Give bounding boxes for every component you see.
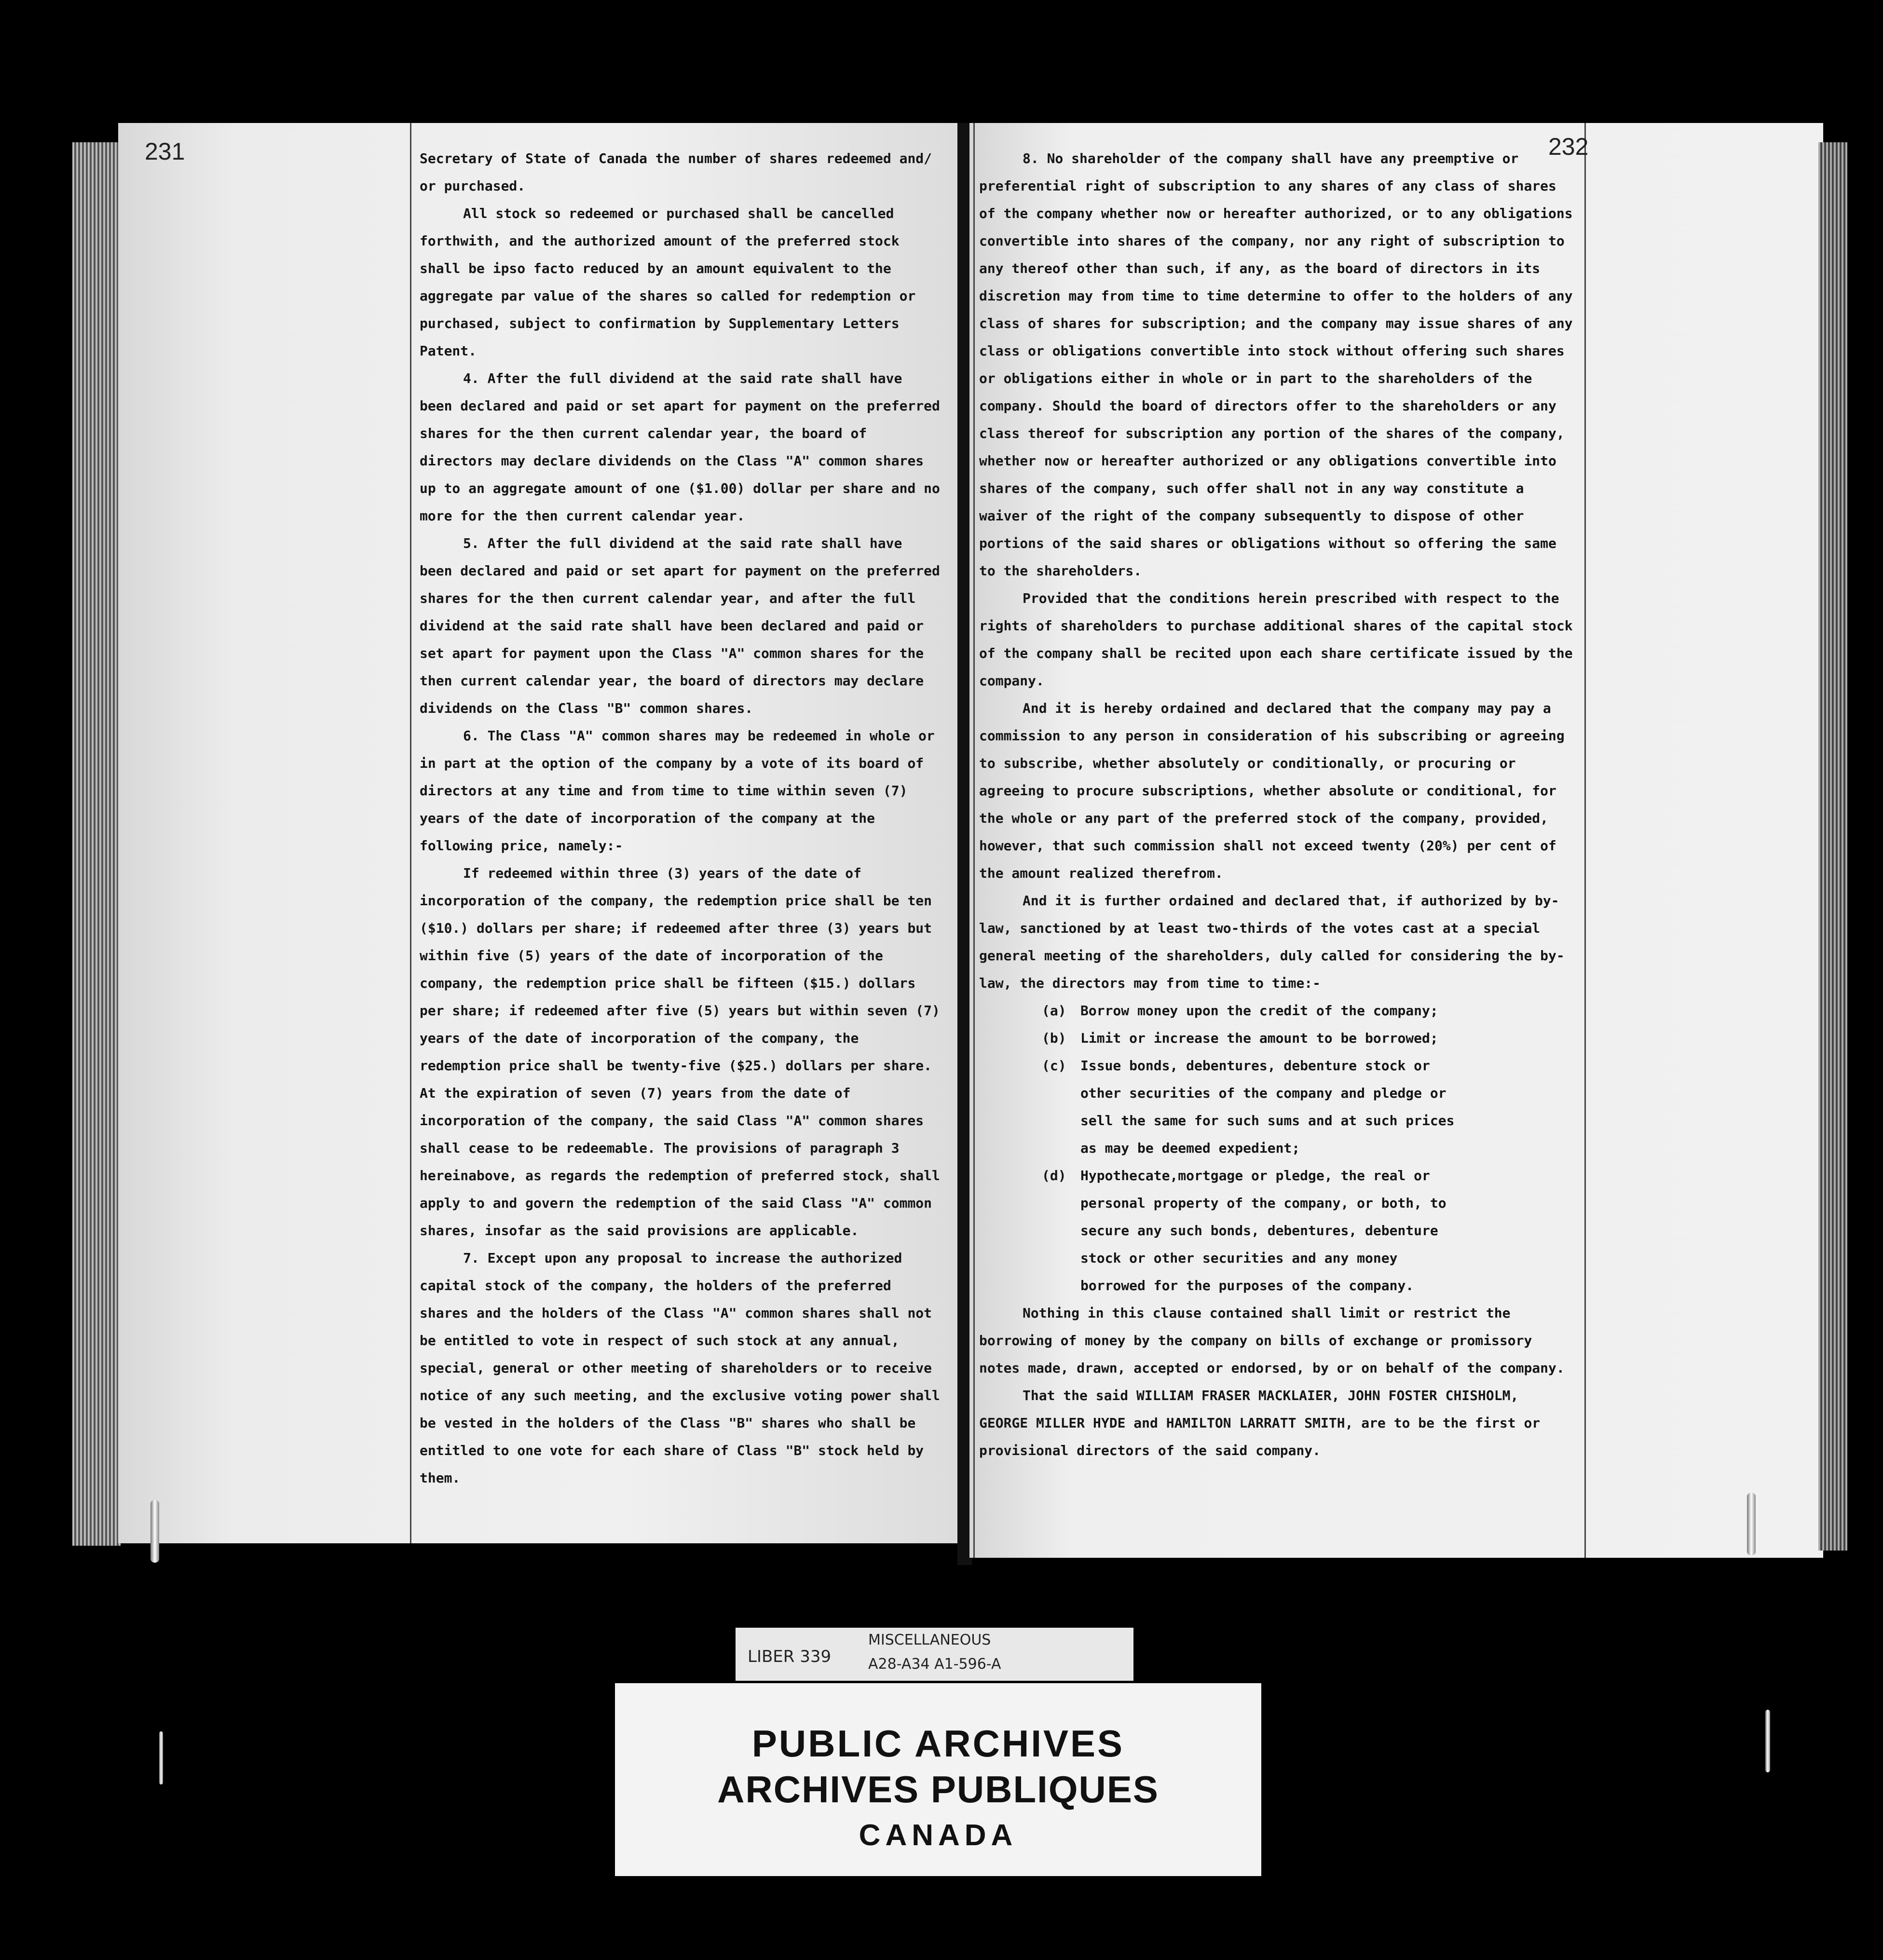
paragraph: And it is further ordained and declared that, if authorized by by-law, sanctioned by at least two-thirds of the votes cast at a special general meeting of the shareholders, duly called for considering the by-law, the directors may from time to time:- [979,893,1565,991]
paragraph: And it is hereby ordained and declared that the company may pay a commission to any person in consideration of his subscribing or agreeing to subscribe, whether absolutely or conditionally, or procuring or agreeing to procure subscriptions, whether absolute or conditional, for the whole or any part of the preferred stock of the company, provided, however, that such commission shall not exceed twenty (20%) per cent of the amount realized therefrom. [979,700,1573,881]
liber-number: LIBER 339 [748,1647,832,1666]
list-item-text: Limit or increase the amount to be borrowed; [1080,1030,1438,1046]
archives-line-english: PUBLIC ARCHIVES [751,1722,1125,1765]
liber-reference-label [736,1628,1133,1681]
archives-line-french: ARCHIVES PUBLIQUES [717,1768,1159,1810]
paragraph: All stock so redeemed or purchased shall be cancelled forthwith, and the authorized amount of the preferred stock shall be ipso facto reduced by an amount equivalent to the aggregate par value of the shares so called for redemption or purchased, subject to confirmation by Supplementary Letters Patent. [420,205,924,359]
paragraph: If redeemed within three (3) years of the date of incorporation of the company, the redemption price shall be ten ($10.) dollars per share; if redeemed after three (3) years but within five (5) years of the date of incorporation of the company, the redemption price shall be fifteen ($15.) dollars per share; if redeemed after five (5) years but within seven (7) years of the date of incorporation of the company, the redemption price shall be twenty-five ($25.) dollars per share. At the expiration of seven (7) years from the date of incorporation of the company, the said Class "A" common shares shall cease to be redeemable. The provisions of paragraph 3 hereinabove, as regards the redemption of preferred stock, shall apply to and govern the redemption of the said Class "A" common shares, insofar as the said provisions are applicable. [420,865,948,1239]
list-item-label: (d) [1042,1168,1066,1184]
list-item-text: Borrow money upon the credit of the company; [1080,1003,1438,1019]
paragraph: 5. After the full dividend at the said rate shall have been declared and paid or set apart for payment on the preferred shares for the then current calendar year, and after the full dividend at the said rate shall have been declared and paid or set apart for payment upon the Class "A" common shares for the then current calendar year, the board of directors may declare dividends on the Class "B" common shares. [420,535,948,716]
left-page-body [420,145,948,1492]
list-item [1042,1052,1575,1162]
paragraph: 7. Except upon any proposal to increase the authorized capital stock of the company, the holders of the preferred shares and the holders of the Class "A" common shares shall not be entitled to vote in respect of such stock at any annual, special, general or other meeting of shareholders or to receive notice of any such meeting, and the exclusive voting power shall be vested in the holders of the Class "B" shares who shall be entitled to one vote for each share of Class "B" stock held by them. [420,1250,948,1486]
list-item [1042,1024,1575,1052]
right-page-left-rule [973,123,975,1558]
paragraph: Secretary of State of Canada the number of shares redeemed and/ or purchased. [420,150,940,194]
archives-line-country: CANADA [859,1819,1018,1852]
archives-stamp-card [615,1683,1261,1876]
paragraph: Nothing in this clause contained shall limit or restrict the borrowing of money by the company on bills of exchange or promissory notes made, drawn, accepted or endorsed, by or on behalf of the company. [979,1305,1565,1376]
paragraph: 8. No shareholder of the company shall have any preemptive or preferential right of subscription to any shares of any class of shares of the company whether now or hereafter authorized, or to any obligations convertible into shares of the company, nor any right of subscription to any thereof other than such, if any, as the board of directors in its discretion may from time to time determine to offer to the holders of any class of shares for subscription; and the company may issue shares of any class or obligations convertible into stock without offering such shares or obligations either in whole or in part to the shareholders of the company. Should the board of directors offer to the shareholders or any class thereof for subscription any portion of the shares of the company, whether now or hereafter authorized or any obligations convertible into shares of the company, such offer shall not in any way constitute a waiver of the right of the company subsequently to dispose of other portions of the said shares or obligations without so offering the same to the shareholders. [979,150,1581,579]
stand-reflection-left [159,1731,163,1784]
paragraph: 4. After the full dividend at the said rate shall have been declared and paid or set apart for payment on the preferred shares for the then current calendar year, the board of directors may declare dividends on the Class "A" common shares up to an aggregate amount of one ($1.00) dollar per share and no more for the then current calendar year. [420,370,948,524]
list-item-label: (b) [1042,1030,1066,1046]
paragraph: That the said WILLIAM FRASER MACKLAIER, JOHN FOSTER CHISHOLM, GEORGE MILLER HYDE and HAMILTON LARRATT SMITH, are to be the first or provisional directors of the said company. [979,1388,1549,1458]
book-stand-left [150,1500,159,1563]
left-page-edges [72,142,121,1546]
liber-range: A28-A34 A1-596-A [868,1656,1001,1673]
paragraph: 6. The Class "A" common shares may be redeemed in whole or in part at the option of the company by a vote of its board of directors at any time and from time to time within seven (7) years of the date of incorporation of the company at the following price, namely:- [420,728,943,854]
liber-category: MISCELLANEOUS [868,1632,991,1648]
left-page [118,123,960,1543]
list-item-label: (c) [1042,1058,1066,1074]
right-margin-rule [1584,123,1586,1558]
page-number-left: 231 [145,138,185,165]
list-item-text: Hypothecate,mortgage or pledge, the real or personal property of the company, or both, to secure any such bonds, debentures, debenture stock or other securities and any money borrowed for the purposes of the company. [1080,1168,1455,1293]
list-item [1042,997,1575,1024]
right-page [969,123,1823,1558]
stand-reflection-right [1765,1710,1770,1772]
right-page-body [979,145,1581,1464]
list-item-label: (a) [1042,1003,1066,1019]
list-item [1042,1162,1575,1299]
right-page-edges [1818,142,1847,1551]
open-ledger-book [72,123,1828,1565]
paragraph: Provided that the conditions herein prescribed with respect to the rights of shareholders to purchase additional shares of the capital stock of the company shall be recited upon each share certificate issued by the company. [979,590,1581,689]
page-number-right: 232 [1548,133,1589,160]
book-stand-right [1747,1493,1756,1555]
left-margin-rule [410,123,411,1543]
list-item-text: Issue bonds, debentures, debenture stock or other securities of the company and pledge or sell the same for such sums and at such prices as may be deemed expedient; [1080,1058,1463,1156]
